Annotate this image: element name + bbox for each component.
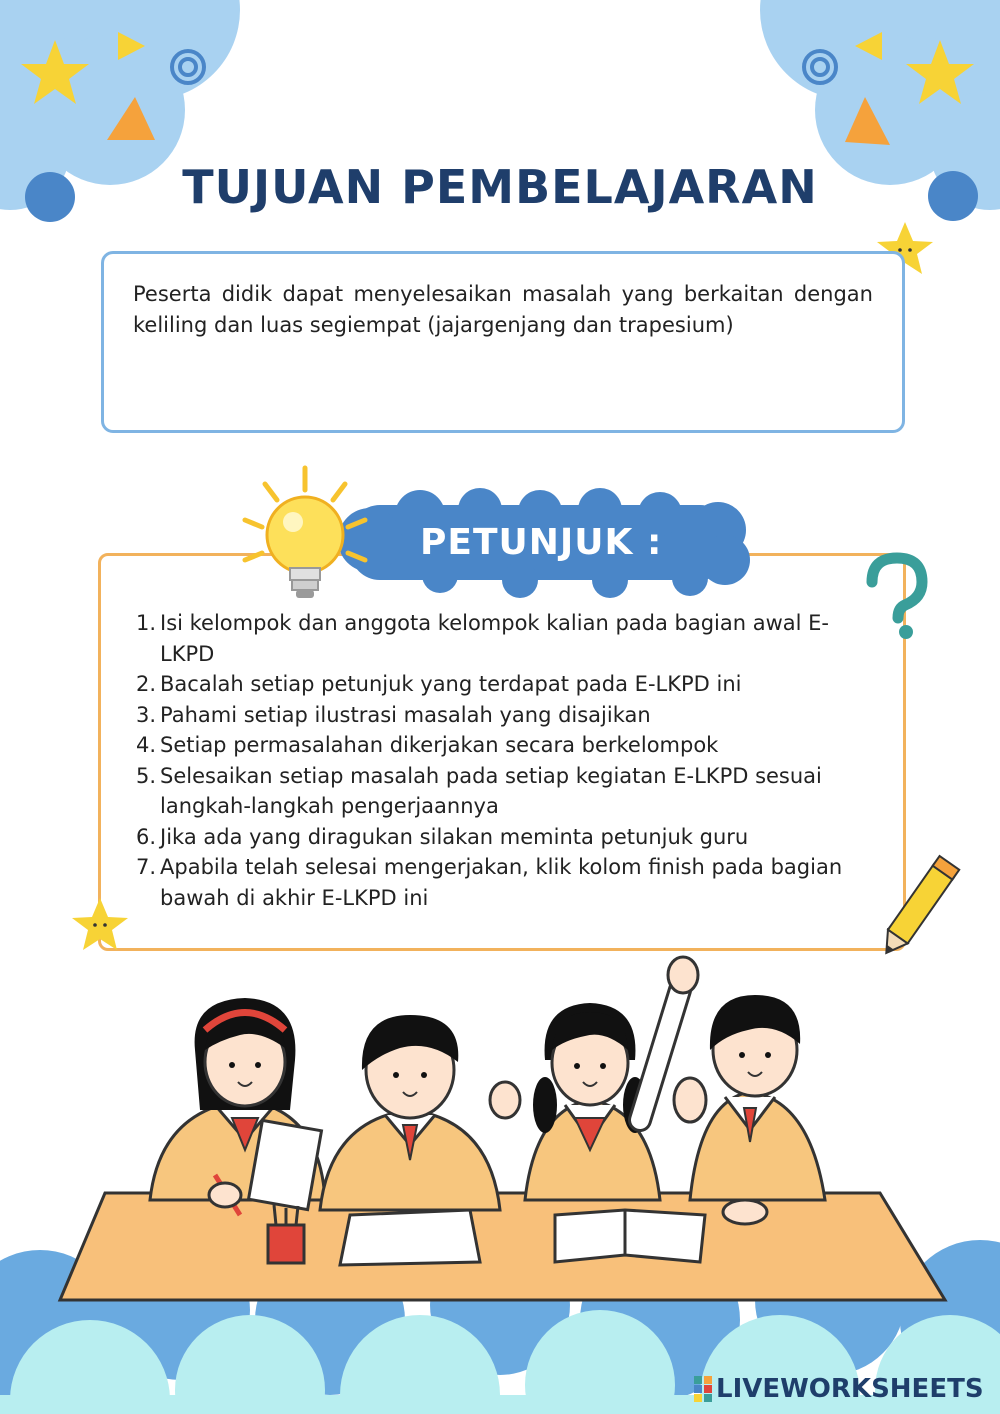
step-text: Jika ada yang diragukan silakan meminta petunjuk guru xyxy=(160,824,749,849)
instructions-heading: PETUNJUK : xyxy=(420,522,663,563)
learning-goal-text: Peserta didik dapat menyelesaikan masalah yang berkaitan dengan keliling dan luas segiempat (jajargenjang dan trapesium) xyxy=(133,282,873,337)
table xyxy=(60,1193,945,1300)
step-number: 3. xyxy=(136,702,157,727)
liveworksheets-watermark xyxy=(694,1372,984,1406)
step-text: Bacalah setiap petunjuk yang terdapat pada E-LKPD ini xyxy=(160,672,742,696)
watermark-text: LIVEWORKSHEETS xyxy=(716,1374,984,1404)
step-text: Setiap permasalahan dikerjakan secara berkelompok xyxy=(160,733,719,757)
step-number: 7. xyxy=(136,855,157,879)
step-text: Selesaikan setiap masalah pada setiap kegiatan E-LKPD sesuai langkah-langkah pengerjaannya xyxy=(160,763,822,818)
step-number: 5. xyxy=(136,763,157,788)
step-text: Isi kelompok dan anggota kelompok kalian pada bagian awal E-LKPD xyxy=(160,611,830,666)
step-text: Pahami setiap ilustrasi masalah yang disajikan xyxy=(160,702,651,727)
page-title: TUJUAN PEMBELAJARAN xyxy=(182,160,818,214)
step-text: Apabila telah selesai mengerjakan, klik kolom finish pada bagian bawah di akhir E-LKPD ini xyxy=(160,855,843,910)
student-girl-left xyxy=(150,998,325,1215)
student-boy-right xyxy=(674,995,825,1224)
step-number: 4. xyxy=(136,733,157,757)
step-number: 1. xyxy=(136,611,157,635)
liveworksheets-logo-icon xyxy=(694,1376,712,1402)
step-number: 2. xyxy=(136,672,157,696)
step-number: 6. xyxy=(136,824,157,849)
